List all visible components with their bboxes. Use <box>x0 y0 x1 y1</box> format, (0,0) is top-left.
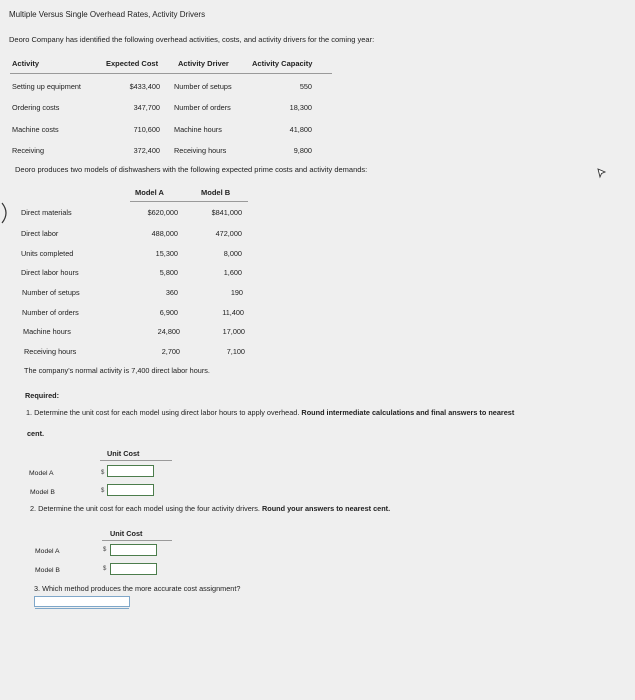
q2-model-a-unit-cost-input[interactable] <box>110 544 157 556</box>
q3-method-select[interactable] <box>34 596 130 607</box>
currency-symbol: $ <box>101 470 105 476</box>
answer-row-label: Model B <box>30 489 55 496</box>
model-a-value: 488,000 <box>151 229 178 238</box>
activity-name: Setting up equipment <box>12 82 81 91</box>
currency-symbol: $ <box>101 488 105 494</box>
row-label: Direct labor <box>21 229 59 238</box>
currency-symbol: $ <box>103 566 107 572</box>
answer-row-label: Model A <box>29 470 54 477</box>
question-1-instruction: Round intermediate calculations and final answers to nearest <box>301 408 515 417</box>
row-label: Units completed <box>21 249 74 258</box>
unit-cost-header: Unit Cost <box>110 529 143 538</box>
model-b-value: 8,000 <box>223 249 242 258</box>
expected-cost: 372,400 <box>133 146 160 155</box>
question-2 <box>30 504 390 513</box>
table-divider <box>130 201 248 202</box>
question-2-text: 2. Determine the unit cost for each model using the four activity drivers. <box>30 504 262 513</box>
table-divider <box>100 460 172 461</box>
row-label: Direct materials <box>21 208 72 217</box>
model-a-value: 360 <box>165 288 178 297</box>
row-label: Receiving hours <box>24 347 77 356</box>
expected-cost: 347,700 <box>133 103 160 112</box>
model-b-value: 11,400 <box>222 308 244 317</box>
models-intro-text: Deoro produces two models of dishwashers with the following expected prime costs and activity demands: <box>15 165 368 174</box>
row-label: Direct labor hours <box>21 268 79 277</box>
question-1 <box>26 408 514 417</box>
page-title: Multiple Versus Single Overhead Rates, Activity Drivers <box>9 10 206 19</box>
row-label: Number of setups <box>22 288 80 297</box>
left-bracket-icon <box>0 202 12 229</box>
expected-cost: 710,600 <box>133 125 160 134</box>
activity-header: Activity <box>12 59 40 68</box>
activity-name: Receiving <box>12 146 45 155</box>
model-a-header: Model A <box>135 188 164 197</box>
row-label: Number of orders <box>22 308 79 317</box>
normal-activity-note: The company's normal activity is 7,400 direct labor hours. <box>24 366 210 375</box>
currency-symbol: $ <box>103 547 107 553</box>
activity-name: Machine costs <box>12 125 59 134</box>
expected-cost-header: Expected Cost <box>106 59 159 68</box>
table-divider <box>102 540 172 541</box>
model-a-value: 15,300 <box>155 249 178 258</box>
answer-row-label: Model B <box>35 567 60 574</box>
model-a-value: 6,900 <box>159 308 178 317</box>
activity-driver-header: Activity Driver <box>178 59 229 68</box>
row-label: Machine hours <box>23 327 71 336</box>
model-b-header: Model B <box>201 188 231 197</box>
q1-model-b-unit-cost-input[interactable] <box>107 484 154 496</box>
model-b-value: 472,000 <box>215 229 242 238</box>
model-a-value: 24,800 <box>157 327 180 336</box>
required-heading: Required: <box>25 391 60 400</box>
question-1-instruction-cont: cent. <box>27 429 45 438</box>
activity-capacity: 9,800 <box>293 146 312 155</box>
model-b-value: 17,000 <box>222 327 245 336</box>
model-b-value: 190 <box>230 288 243 297</box>
model-a-value: 5,800 <box>159 268 178 277</box>
activity-capacity: 41,800 <box>289 125 312 134</box>
activity-capacity: 550 <box>299 82 312 91</box>
table-divider <box>10 73 332 74</box>
model-a-value: 2,700 <box>161 347 180 356</box>
model-b-value: $841,000 <box>211 208 242 217</box>
unit-cost-header: Unit Cost <box>107 449 140 458</box>
activity-driver: Number of setups <box>174 82 232 91</box>
model-b-value: 1,600 <box>223 268 242 277</box>
question-1-text: 1. Determine the unit cost for each model using direct labor hours to apply overhead. <box>26 408 302 417</box>
activity-driver: Number of orders <box>174 103 231 112</box>
q2-model-b-unit-cost-input[interactable] <box>110 563 157 575</box>
question-3-text: 3. Which method produces the more accurate cost assignment? <box>34 584 241 593</box>
expected-cost: $433,400 <box>129 82 160 91</box>
cursor-icon <box>596 166 607 184</box>
activity-driver: Machine hours <box>174 125 222 134</box>
activity-driver: Receiving hours <box>174 146 227 155</box>
q1-model-a-unit-cost-input[interactable] <box>107 465 154 477</box>
model-b-value: 7,100 <box>226 347 245 356</box>
answer-row-label: Model A <box>35 548 60 555</box>
activity-capacity: 18,300 <box>289 103 312 112</box>
intro-text: Deoro Company has identified the following overhead activities, costs, and activity drivers for the coming year: <box>9 35 375 44</box>
activity-capacity-header: Activity Capacity <box>252 59 313 68</box>
question-2-instruction: Round your answers to nearest cent. <box>262 504 391 513</box>
activity-name: Ordering costs <box>12 103 60 112</box>
model-a-value: $620,000 <box>147 208 178 217</box>
